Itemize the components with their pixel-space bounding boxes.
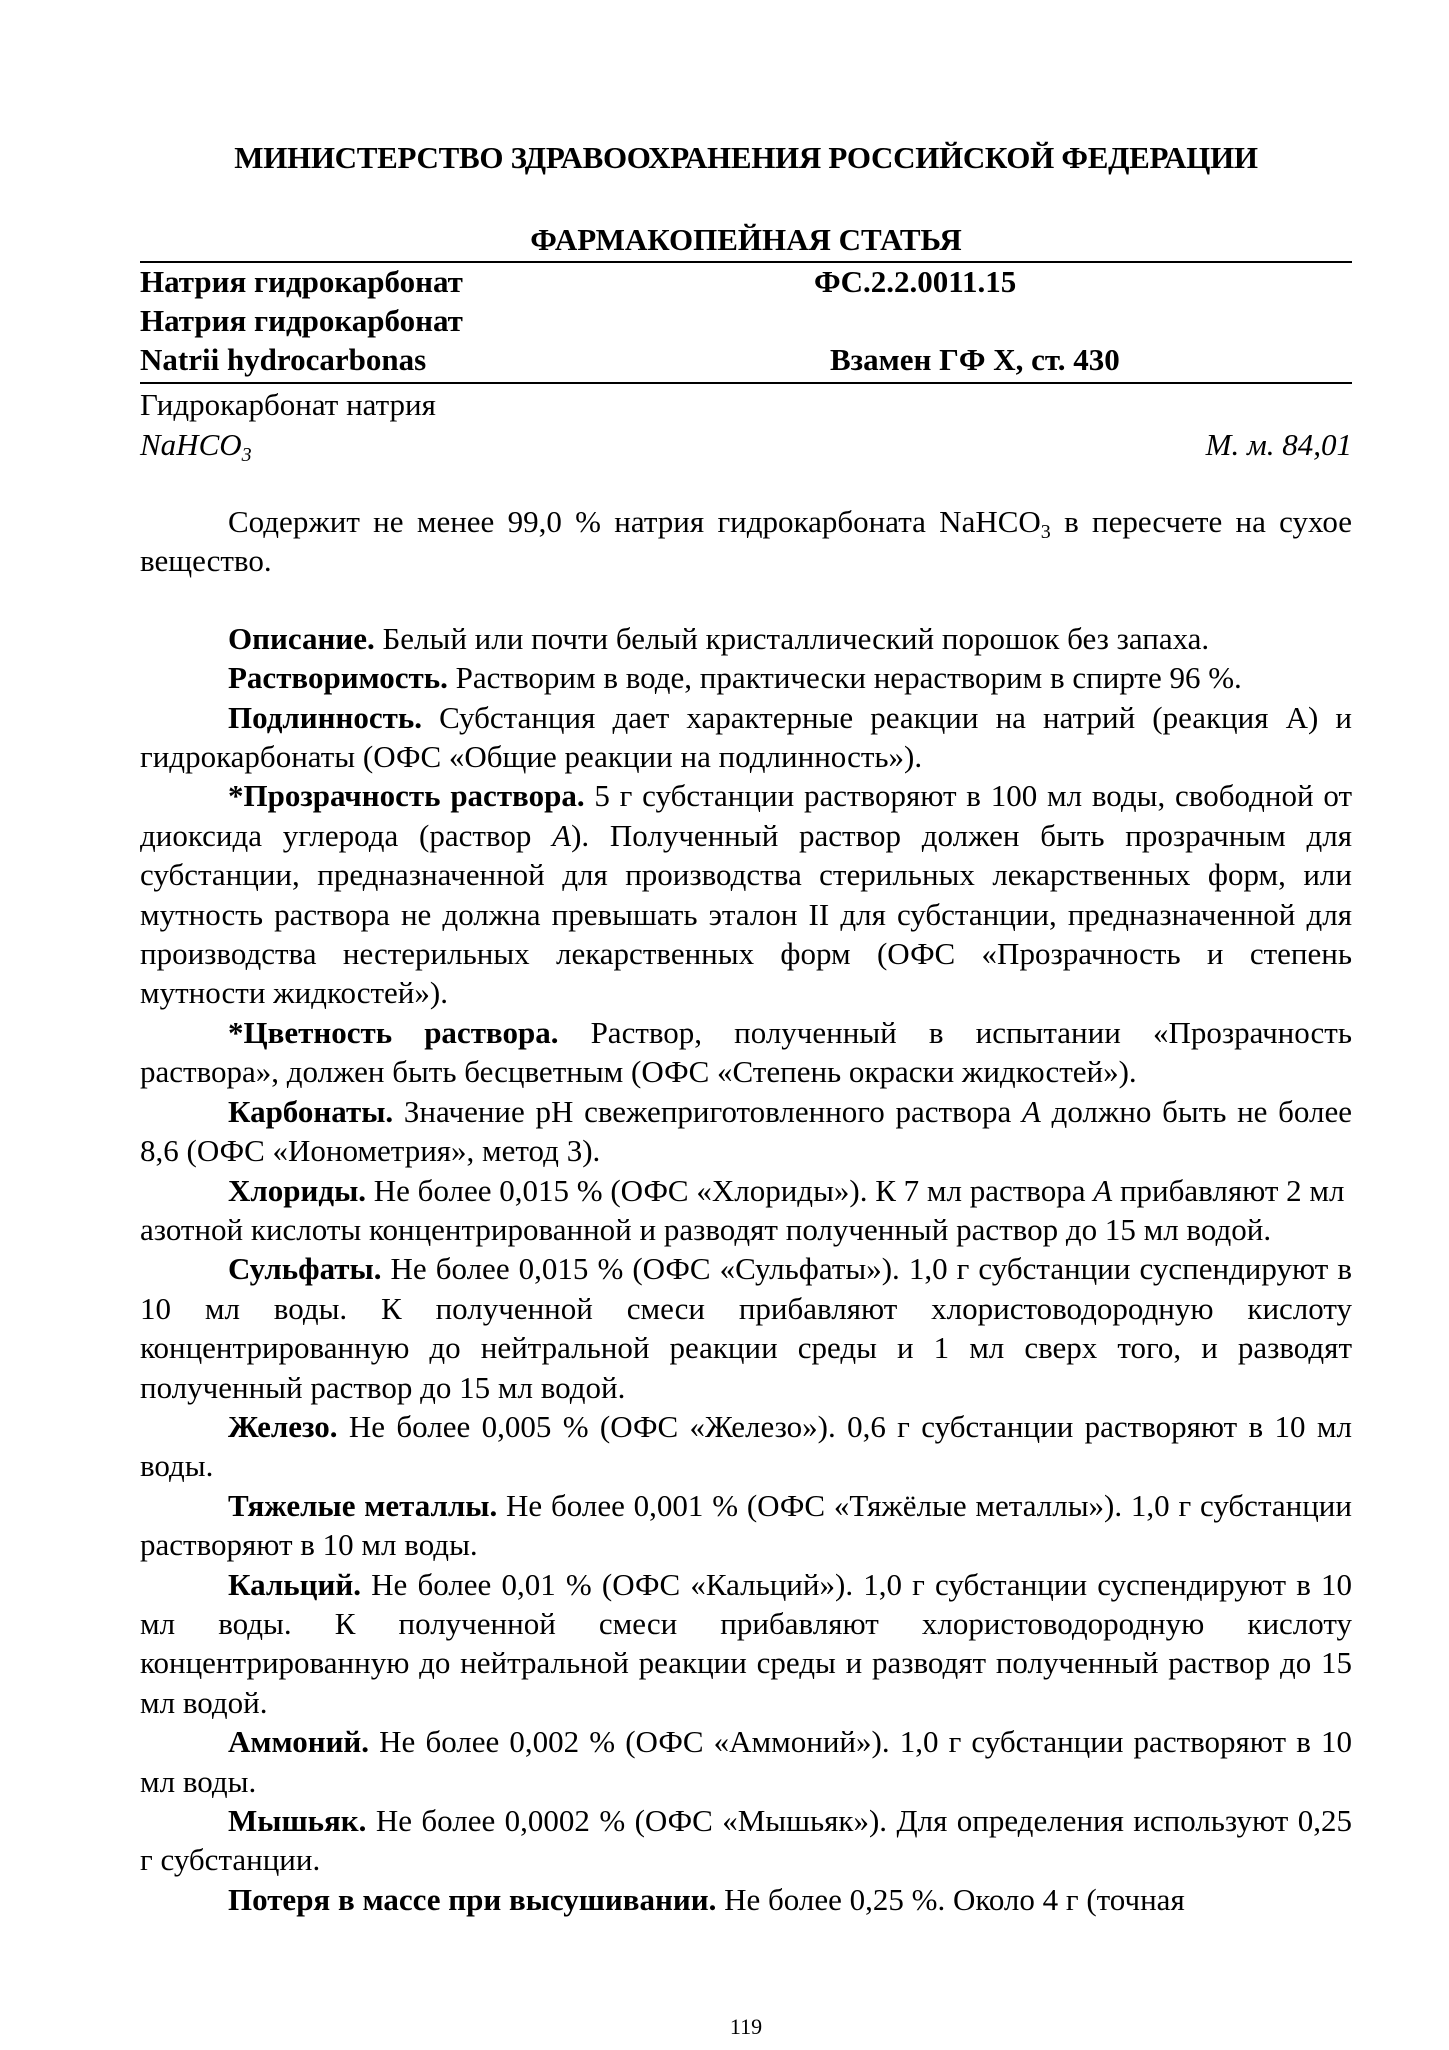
name-russian: Натрия гидрокарбонат	[140, 264, 463, 299]
molar-mass: М. м. 84,01	[1205, 427, 1352, 462]
article-code: ФС.2.2.0011.15	[814, 264, 1017, 299]
section-iron: Железо. Не более 0,005 % (ОФС «Железо»). 0,6 г субстанции растворяют в 10 мл воды.	[140, 1408, 1352, 1484]
ministry-title: МИНИСТЕРСТВО ЗДРАВООХРАНЕНИЯ РОССИЙСКОЙ ФЕДЕРАЦИИ	[234, 140, 1258, 175]
article-body	[140, 502, 1352, 1919]
section-chlorides: Хлориды. Не более 0,015 % (ОФС «Хлориды»). К 7 мл раствора А прибавляют 2 мл азотной кислоты концентрированной и разводят полученный раствор до 15 мл водой.	[140, 1172, 1345, 1247]
article-type-title: ФАРМАКОПЕЙНАЯ СТАТЬЯ	[530, 222, 962, 257]
section-ammonium: Аммоний. Не более 0,002 % (ОФС «Аммоний»). 1,0 г субстанции растворяют в 10 мл воды.	[140, 1724, 1352, 1799]
replaces-note: Взамен ГФ Х, ст. 430	[830, 342, 1120, 377]
section-solubility: Растворимость. Растворим в воде, практически нерастворим в спирте 96 %.	[228, 660, 1242, 696]
section-color: *Цветность раствора. Раствор, полученный в испытании «Прозрачность раствора», должен быть бесцветным (ОФС «Степень окраски жидкостей»).	[140, 1014, 1352, 1090]
formula-main: NaHCO	[140, 427, 242, 462]
section-identification: Подлинность. Субстанция дает характерные реакции на натрий (реакция А) и гидрокарбонаты (ОФС «Общие реакции на подлинность»).	[140, 699, 1352, 775]
section-carbonates: Карбонаты. Значение pH свежеприготовленного раствора А должно быть не более 8,6 (ОФС «Ионометрия», метод 3).	[140, 1093, 1352, 1169]
name-russian-secondary: Натрия гидрокарбонат	[140, 303, 463, 338]
section-arsenic: Мышьяк. Не более 0,0002 % (ОФС «Мышьяк»). Для определения используют 0,25 г субстанции.	[140, 1803, 1352, 1878]
header-rule-bottom	[140, 382, 1352, 384]
section-calcium: Кальций. Не более 0,01 % (ОФС «Кальций»). 1,0 г субстанции суспендируют в 10 мл воды. К полученной смеси прибавляют хлористоводородную кислоту концентрированную до нейтральной реакции среды и разводят полученный раствор до 15 мл водой.	[140, 1566, 1352, 1720]
section-loss-on-drying: Потеря в массе при высушивании. Не более 0,25 %. Около 4 г (точная	[228, 1881, 1185, 1917]
intro-paragraph: Содержит не менее 99,0 % натрия гидрокарбоната NaHCO$_3$ в пересчете на сухое вещество.	[140, 504, 1352, 579]
formula-subscript: 3	[241, 444, 252, 466]
name-latin: Natrii hydrocarbonas	[140, 342, 427, 377]
chemical-formula	[140, 425, 252, 465]
section-sulfates: Сульфаты. Не более 0,015 % (ОФС «Сульфаты»). 1,0 г субстанции суспендируют в 10 мл воды. К полученной смеси прибавляют хлористоводородную кислоту концентрированную до нейтральной реакции среды и 1 мл сверх того, и разводят полученный раствор до 15 мл водой.	[140, 1251, 1352, 1405]
section-heavy-metals: Тяжелые металлы. Не более 0,001 % (ОФС «Тяжёлые металлы»). 1,0 г субстанции растворяют в 10 мл воды.	[140, 1487, 1352, 1563]
section-clarity: *Прозрачность раствора. 5 г субстанции растворяют в 100 мл воды, свободной от диоксида углерода (раствор А). Полученный раствор должен быть прозрачным для субстанции, предназначенной для производства стерильных лекарственных форм, или мутность раствора не должна превышать эталон II для субстанции, предназначенной для производства нестерильных лекарственных форм (ОФС «Прозрачность и степень мутности жидкостей»).	[140, 778, 1353, 1011]
page-number: 119	[729, 2014, 763, 2039]
chemical-name: Гидрокарбонат натрия	[140, 387, 436, 422]
section-description: Описание. Белый или почти белый кристаллический порошок без запаха.	[228, 620, 1210, 656]
